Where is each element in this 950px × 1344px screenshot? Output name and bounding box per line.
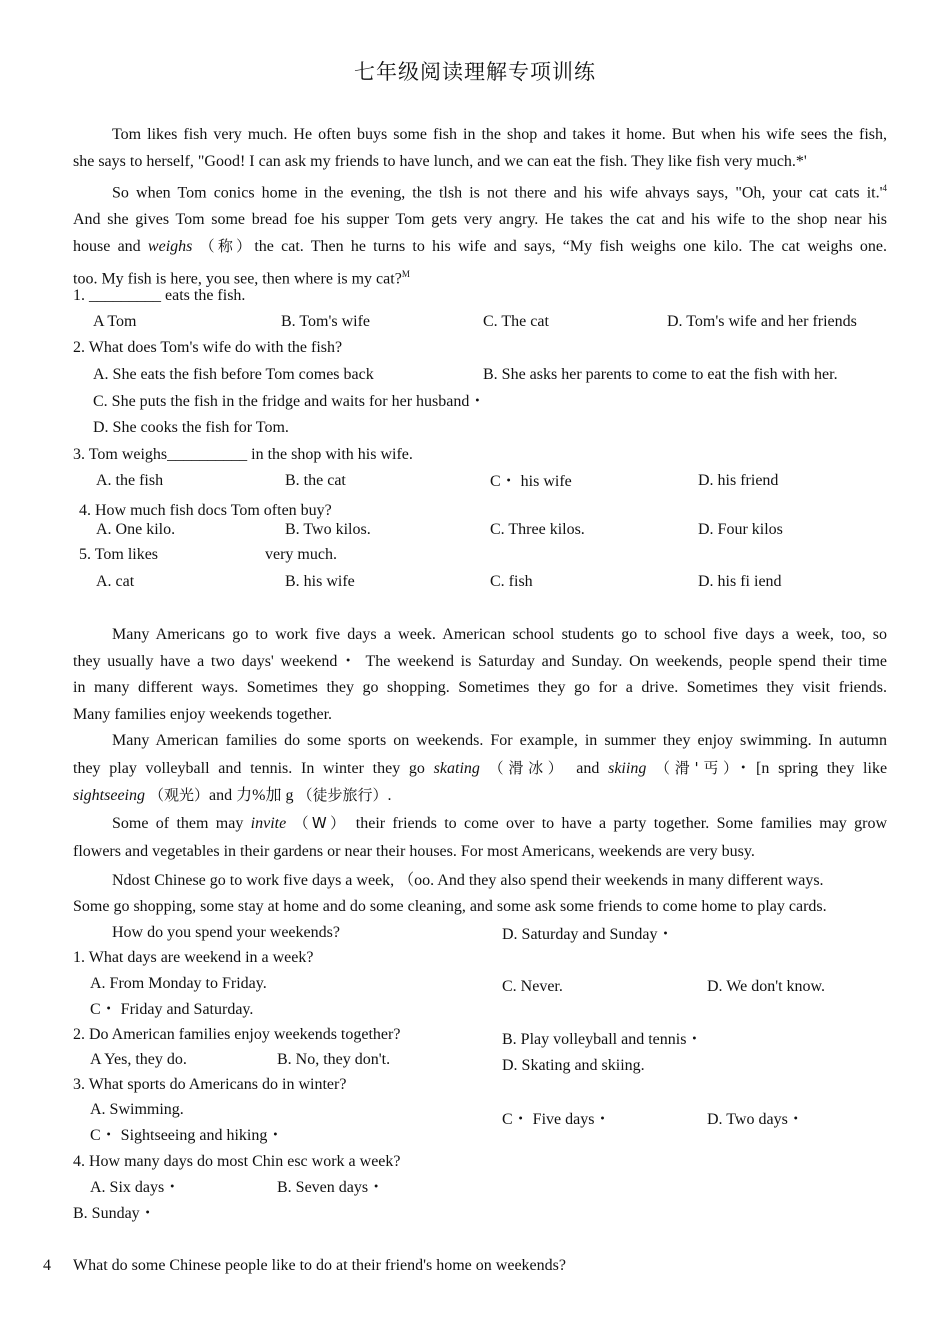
option-c: C・ Sightseeing and hiking・ xyxy=(90,1127,284,1144)
question-5-part-1: 5. Tom likes xyxy=(79,546,159,563)
question-3: 3. Tom weighs__________ in the shop with his wife. xyxy=(73,446,413,463)
passage-text: Some of them may xyxy=(112,815,244,832)
question-1: 1. What days are weekend in a week? xyxy=(73,949,314,966)
option-d: D. Four kilos xyxy=(698,521,783,538)
superscript: 4 xyxy=(882,183,887,193)
option-d: D. his friend xyxy=(698,472,779,489)
option-b: B. No, they don't. xyxy=(277,1051,391,1068)
passage-text: and 力%加 g xyxy=(209,787,294,804)
option-b: B. his wife xyxy=(285,573,355,590)
option-b: B. Play volleyball and tennis・ xyxy=(502,1031,703,1048)
vocab-gloss: （滑冰） xyxy=(488,758,568,777)
question-3: 3. What sports do Americans do in winter? xyxy=(73,1076,347,1093)
option-b: B. the cat xyxy=(285,472,346,489)
option-c: C. She puts the fish in the fridge and waits for her husband・ xyxy=(93,393,486,410)
vocab-word: skiing xyxy=(608,759,647,777)
passage-text: flowers and vegetables in their gardens or near their houses. For most Americans, weekends are very busy. xyxy=(73,843,755,860)
question-5: What do some Chinese people like to do at their friend's home on weekends? xyxy=(73,1257,566,1274)
passage-text: . xyxy=(387,787,392,804)
page-title: 七年级阅读理解专项训练 xyxy=(354,60,596,84)
vocab-gloss: （滑'丐） xyxy=(655,758,736,777)
option-a: A. One kilo. xyxy=(96,521,176,538)
passage-text: And she gives Tom some bread foe his supper Tom gets very angry. He takes the cat and his wife to the shop near his xyxy=(73,210,887,228)
passage-2-paragraph-3 xyxy=(73,809,887,866)
passage-text: they play volleyball and tennis. In winter they go xyxy=(73,759,425,777)
option-d: D. Saturday and Sunday・ xyxy=(502,926,674,943)
option-a: A. Six days・ xyxy=(90,1179,181,1196)
question-5-part-2: very much. xyxy=(265,546,337,563)
option-c: C. Three kilos. xyxy=(490,521,585,538)
vocab-word: invite xyxy=(250,815,287,832)
vocab-gloss: （徒步旅行） xyxy=(297,786,388,804)
passage-text: Tom likes fish very much. He often buys some fish in the shop and takes it home. But when his wife sees the fish, xyxy=(112,126,887,143)
passage-2-paragraph-1 xyxy=(73,622,887,728)
option-b: B. Tom's wife xyxy=(281,313,371,330)
option-a: A Tom xyxy=(93,313,137,330)
vocab-gloss: （称） xyxy=(199,237,255,256)
passage-2-paragraph-4-line-1: Ndost Chinese go to work five days a week, （oo. And they also spend their weekends in many different ways. xyxy=(112,872,824,889)
passage-2-paragraph-4-line-3: How do you spend your weekends? xyxy=(112,924,340,941)
vocab-gloss: （W） xyxy=(293,814,349,832)
option-a: A. From Monday to Friday. xyxy=(90,975,267,992)
passage-text: Many Americans go to work five days a week. American school students go to school five days a week, too, so xyxy=(112,626,887,643)
vocab-word: sightseeing xyxy=(73,787,145,804)
option-d: D. Skating and skiing. xyxy=(502,1057,645,1074)
question-1: 1. _________ eats the fish. xyxy=(73,287,246,304)
option-a: A. the fish xyxy=(96,472,164,489)
option-d: D. his fi iend xyxy=(698,573,782,590)
passage-text: they usually have a two days' weekend・ The weekend is Saturday and Sunday. On weekends, people spend their time xyxy=(73,652,887,670)
option-c: C・ Friday and Saturday. xyxy=(90,1001,254,1018)
option-b: B. Seven days・ xyxy=(277,1179,385,1196)
passage-text: ・[n spring they like xyxy=(735,759,888,777)
option-c: C. Never. xyxy=(502,978,563,995)
passage-text: Many families enjoy weekends together. xyxy=(73,705,333,723)
passage-text: too. My fish is here, you see, then where is my cat? xyxy=(73,270,402,288)
superscript: M xyxy=(401,268,410,279)
vocab-word: skating xyxy=(433,759,480,777)
passage-text: she says to herself, "Good! I can ask my friends to have lunch, and we can eat the fish. They like fish very much.*' xyxy=(73,152,807,170)
passage-text: house and xyxy=(73,238,141,256)
option-d: D. Tom's wife and her friends xyxy=(667,313,857,330)
option-d: D. We don't know. xyxy=(707,978,826,995)
option-c: C. fish xyxy=(490,573,533,590)
passage-text: So when Tom conics home in the evening, the tlsh is not there and his wife ahvays says, "Oh, your cat cats it.' xyxy=(112,184,883,202)
question-number: 4 xyxy=(43,1257,51,1274)
passage-2-paragraph-2 xyxy=(73,728,887,810)
option-a: A. Swimming. xyxy=(90,1101,184,1118)
passage-text: Many American families do some sports on weekends. For example, in summer they enjoy swimming. In autumn xyxy=(112,732,887,749)
question-4: 4. How much fish docs Tom often buy? xyxy=(79,502,332,519)
option-a: A. cat xyxy=(96,573,135,590)
question-2: 2. What does Tom's wife do with the fish? xyxy=(73,339,343,356)
question-4: 4. How many days do most Chin esc work a week? xyxy=(73,1153,401,1170)
option-b: B. She asks her parents to come to eat the fish with her. xyxy=(483,366,838,383)
question-2: 2. Do American families enjoy weekends together? xyxy=(73,1026,401,1043)
passage-text: and xyxy=(576,759,600,777)
passage-1-paragraph-1 xyxy=(73,122,887,175)
passage-text: the cat. Then he turns to his wife and says, “My fish weighs one kilo. The cat weighs one. xyxy=(254,238,888,256)
option-b: B. Two kilos. xyxy=(285,521,371,538)
passage-2-paragraph-4-line-2: Some go shopping, some stay at home and do some cleaning, and some ask some friends to come home to play cards. xyxy=(73,898,827,915)
passage-text: their friends to come over to have a party together. Some families may grow xyxy=(355,815,888,832)
option-a: A. She eats the fish before Tom comes back xyxy=(93,366,374,383)
passage-1-paragraph-2 xyxy=(73,175,887,293)
passage-text: in many different ways. Sometimes they go shopping. Sometimes they go for a drive. Sometimes they visit friends. xyxy=(73,679,887,696)
option-d: D. Two days・ xyxy=(707,1111,804,1128)
option-a: A Yes, they do. xyxy=(90,1051,187,1068)
option-c: C. The cat xyxy=(483,313,549,330)
option-c: C・ Five days・ xyxy=(502,1111,611,1128)
option-b: B. Sunday・ xyxy=(73,1205,156,1222)
vocab-word: weighs xyxy=(147,238,193,256)
vocab-gloss: （观光） xyxy=(149,786,210,804)
option-c: C・ his wife xyxy=(490,473,572,490)
option-d: D. She cooks the fish for Tom. xyxy=(93,419,289,436)
